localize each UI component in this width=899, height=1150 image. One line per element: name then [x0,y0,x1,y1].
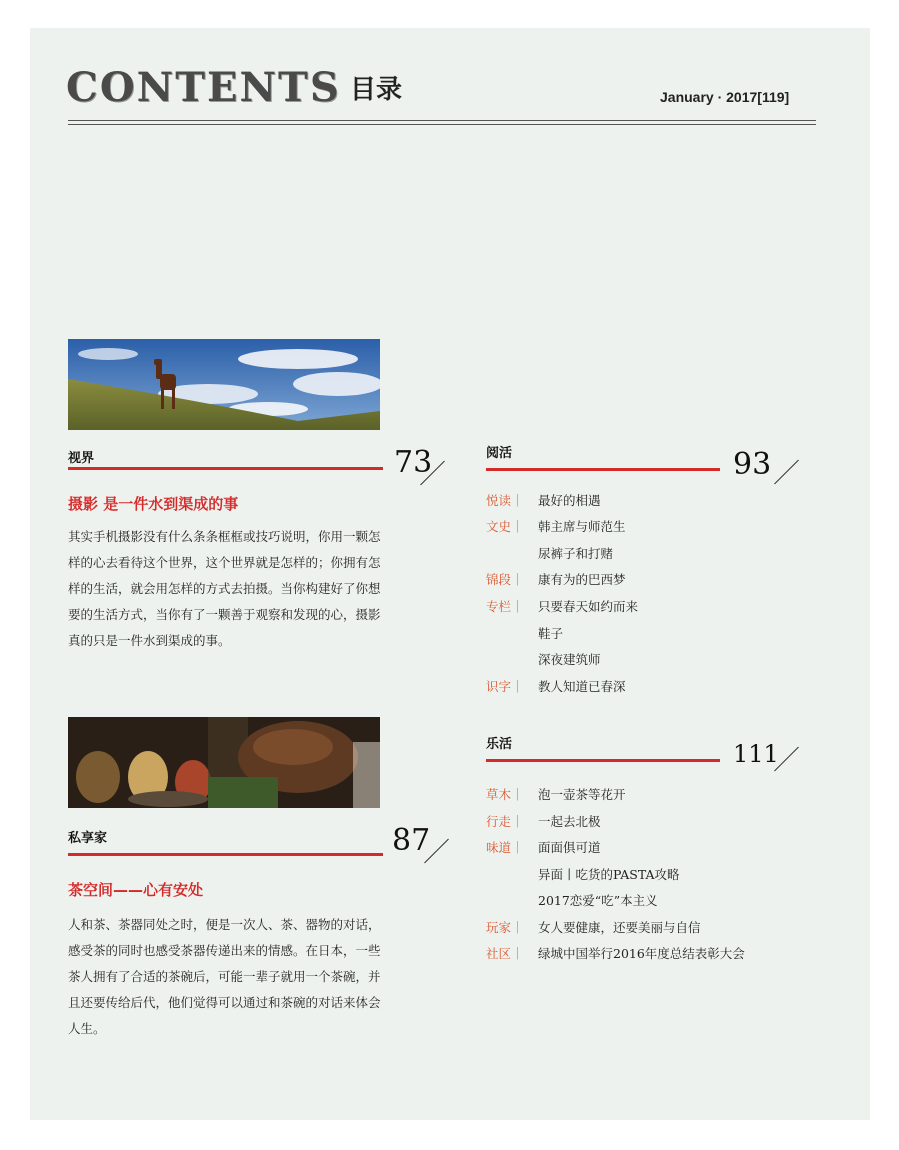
toc-category: 锦段｜ [486,572,524,587]
toc-item[interactable] [486,647,601,673]
toc-category: 悦读｜ [486,493,524,508]
issue-date: January · 2017[119] [660,89,790,105]
toc-item[interactable] [486,888,658,914]
toc-item[interactable] [486,782,626,808]
toc-title: 一起去北极 [538,814,601,829]
page-number: 73 [394,445,433,480]
contents-title-cn: 目录 [350,75,403,105]
toc-title: 绿城中国举行2016年度总结表彰大会 [538,946,745,961]
horse-photo [68,339,380,430]
toc-item[interactable] [486,488,601,514]
toc-item[interactable] [486,835,601,861]
section-underline [486,468,720,471]
header-rule-bottom [68,124,816,125]
page-number: 93 [733,447,772,482]
article-summary: 其实手机摄影没有什么条条框框或技巧说明，你用一颗怎样的心去看待这个世界，这个世界就是怎样的；你拥有怎样的生活，就会用怎样的方式去拍摄。当你构建好了你想要的生活方式，当你有了一颗善于观察和发现的心，摄影真的只是一件水到渠成的事。 [68,529,381,648]
tea-photo [68,717,380,808]
section-underline [68,467,383,470]
toc-item[interactable] [486,809,601,835]
toc-title: 2017恋爱“吃”本主义 [538,893,658,908]
article-headline: 茶空间——心有安处 [68,881,204,899]
toc-item[interactable] [486,621,563,647]
toc-title: 最好的相遇 [538,493,601,508]
toc-title: 教人知道已春深 [538,679,626,694]
toc-title: 深夜建筑师 [538,652,601,667]
toc-title: 女人要健康，还要美丽与自信 [538,920,701,935]
toc-title: 面面俱可道 [538,840,601,855]
section-label-sixiangjia: 私享家 [68,831,108,846]
section-label-shijie: 视界 [68,451,95,466]
header-rule-top [68,120,816,121]
page-number: 111 [733,740,779,768]
section-underline [68,853,383,856]
toc-item[interactable] [486,514,626,540]
toc-category: 玩家｜ [486,920,524,935]
toc-category: 行走｜ [486,814,524,829]
toc-category: 草木｜ [486,787,524,802]
toc-title: 异面丨吃货的PASTA攻略 [538,867,680,882]
toc-category: 专栏｜ [486,599,524,614]
toc-title: 韩主席与师范生 [538,519,626,534]
toc-item[interactable] [486,862,680,888]
toc-category: 社区｜ [486,946,524,961]
toc-item[interactable] [486,915,701,941]
toc-category: 识字｜ [486,679,524,694]
toc-category: 味道｜ [486,840,524,855]
article-summary: 人和茶、茶器同处之时，便是一次人、茶、器物的对话，感受茶的同时也感受茶器传递出来的情感。在日本，一些茶人拥有了合适的茶碗后，可能一辈子就用一个茶碗，并且还要传给后代，他们觉得可以通过和茶碗的对话来体会人生。 [68,917,381,1036]
section-underline [486,759,720,762]
toc-title: 康有为的巴西梦 [538,572,626,587]
toc-item[interactable] [486,941,745,967]
page-number: 87 [392,823,431,858]
toc-item[interactable] [486,541,613,567]
section-label-yuehuo: 阅活 [486,446,513,461]
toc-item[interactable] [486,594,638,620]
article-headline: 摄影 是一件水到渠成的事 [68,495,239,513]
toc-title: 鞋子 [538,626,564,641]
toc-category: 文史｜ [486,519,524,534]
section-label-lehuo: 乐活 [486,737,513,752]
toc-title: 只要春天如约而来 [538,599,639,614]
toc-item[interactable] [486,567,626,593]
toc-title: 尿裤子和打赌 [538,546,614,561]
toc-title: 泡一壶茶等花开 [538,787,626,802]
toc-item[interactable] [486,674,626,700]
contents-title: CONTENTS [66,64,341,111]
